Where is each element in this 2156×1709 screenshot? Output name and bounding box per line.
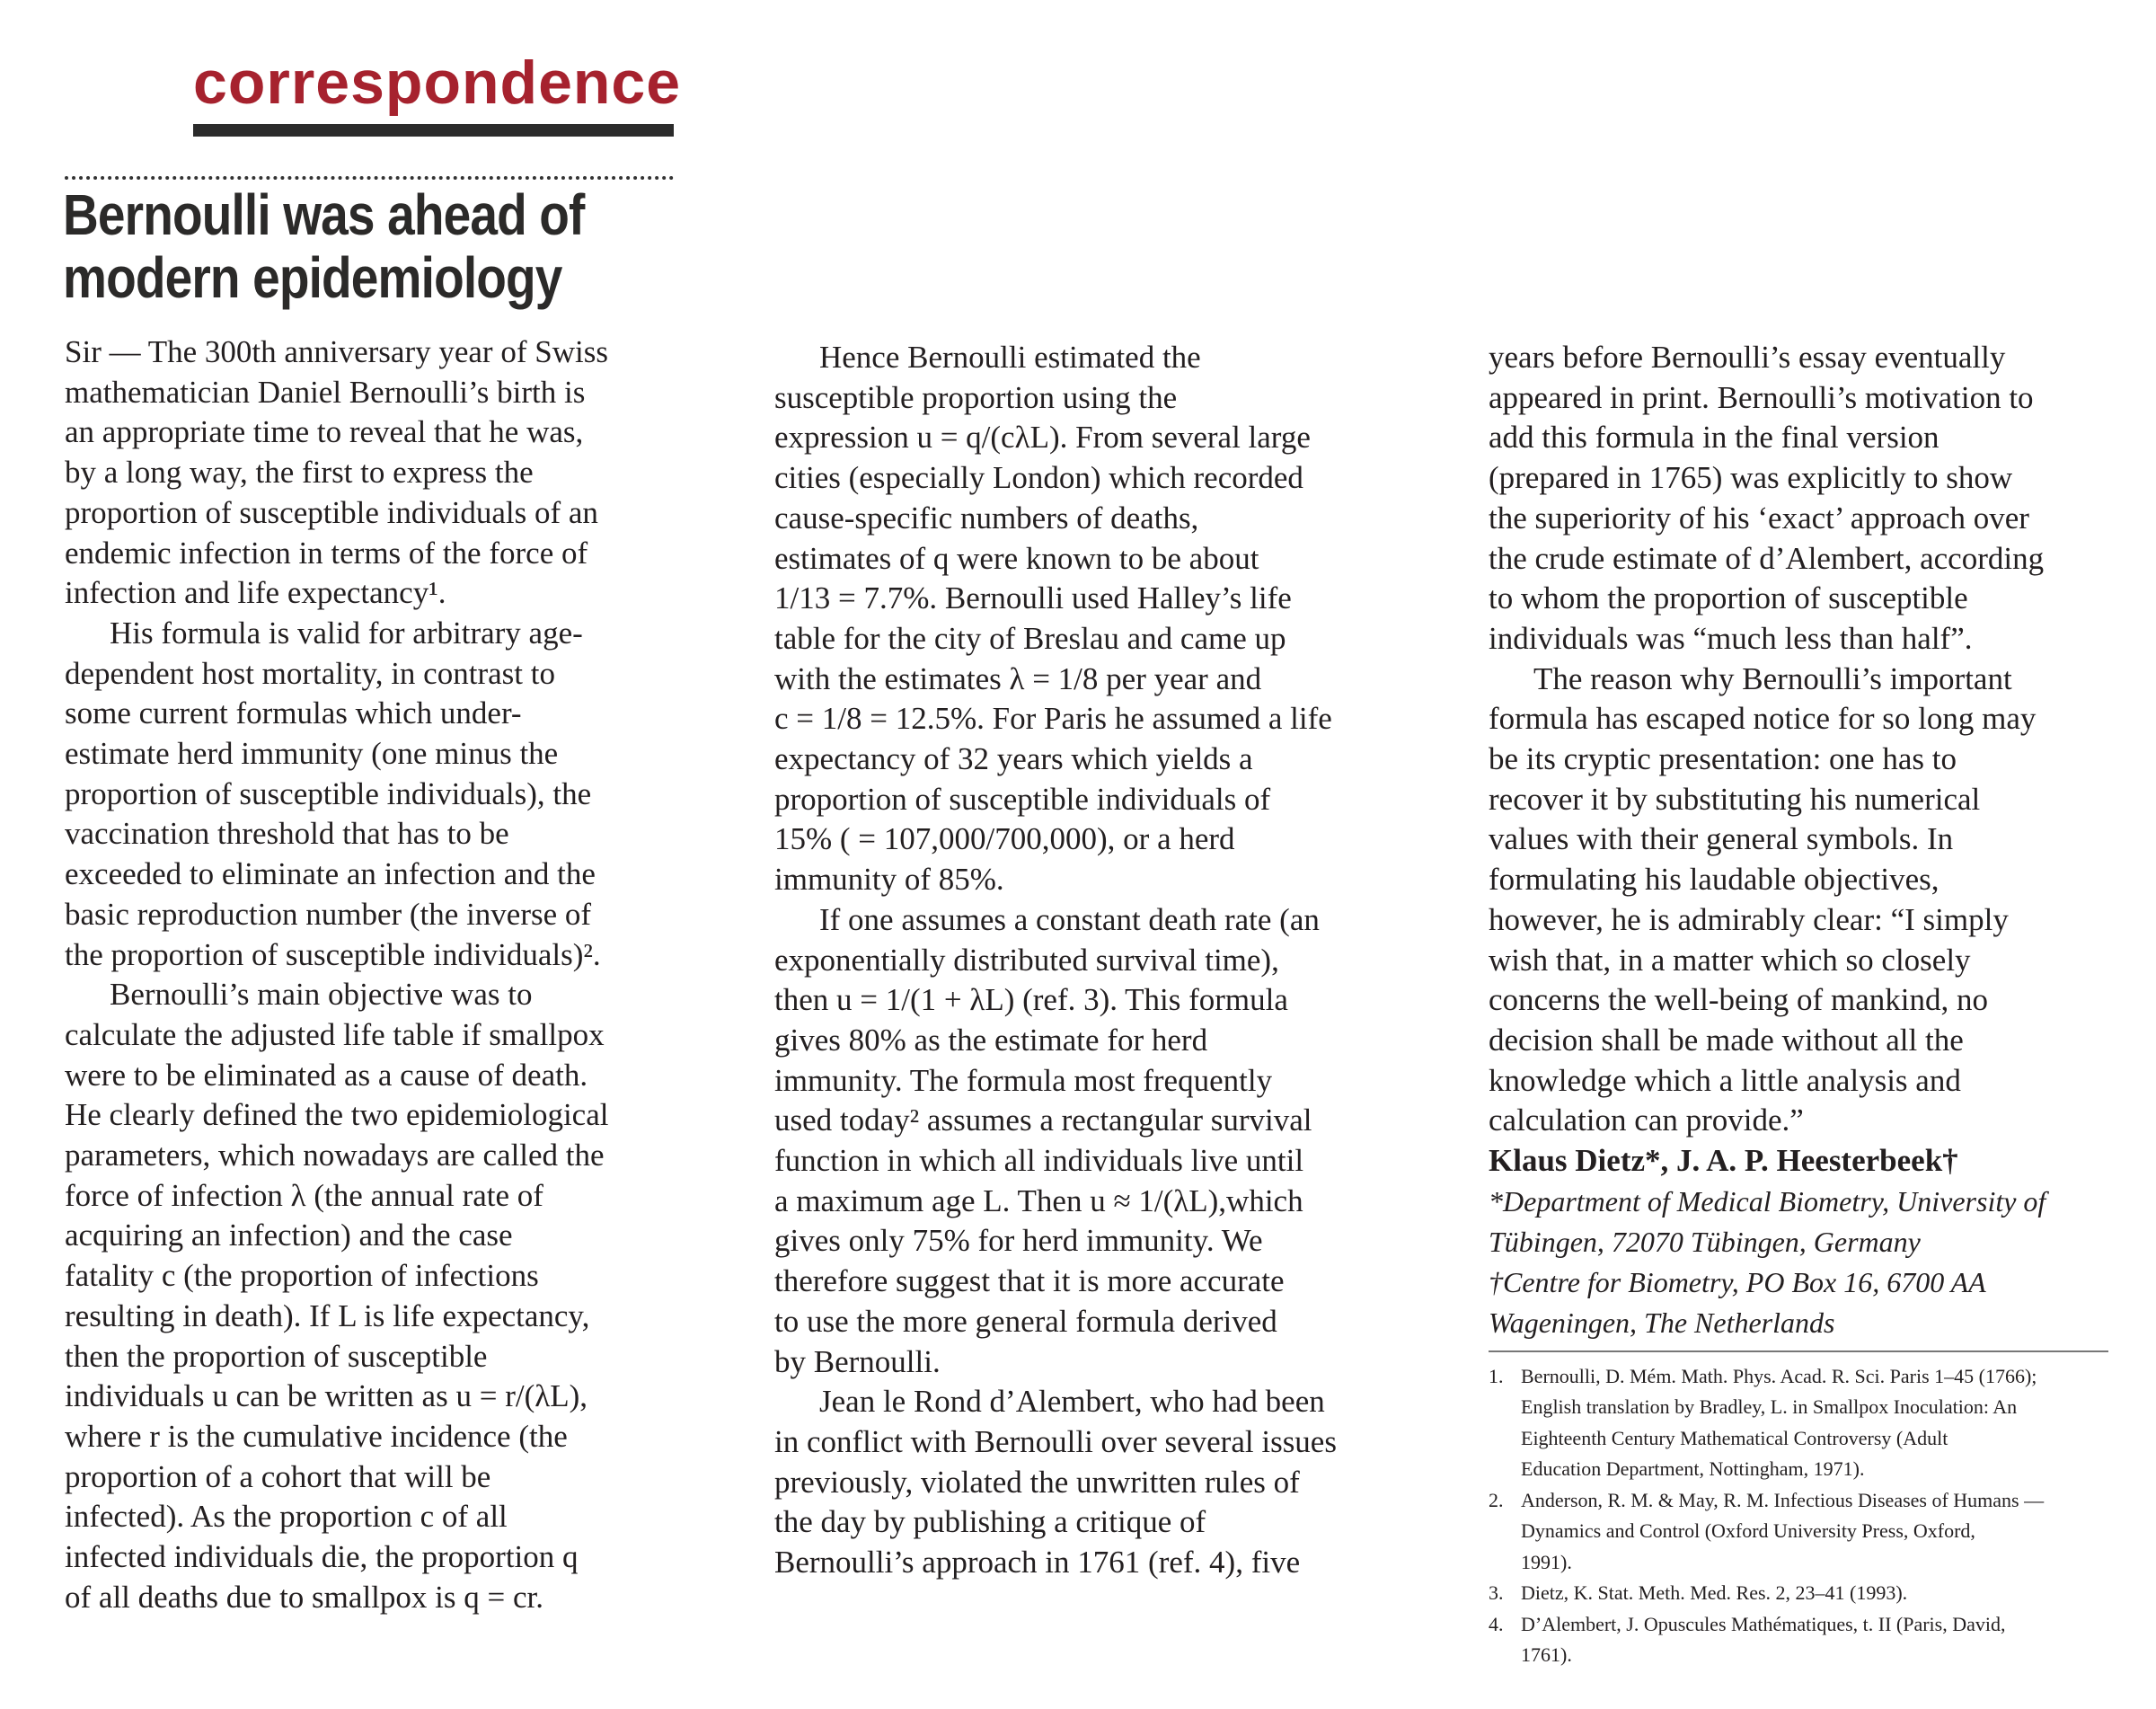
author-names: Klaus Dietz*, J. A. P. Heesterbeek†: [1489, 1143, 1958, 1179]
text-line: decision shall be made without all the: [1489, 1022, 1964, 1058]
text-line: infection and life expectancy¹.: [65, 575, 446, 611]
text-line: appeared in print. Bernoulli’s motivation to: [1489, 379, 2034, 415]
text-line: values with their general symbols. In: [1489, 821, 1954, 857]
affiliation-line: Tübingen, 72070 Tübingen, Germany: [1489, 1225, 1921, 1258]
body-column-1: [65, 332, 694, 1618]
reference-line: Eighteenth Century Mathematical Controversy (Adult: [1521, 1426, 1948, 1449]
reference-item: [1489, 1485, 2122, 1579]
text-line: the day by publishing a critique of: [774, 1504, 1206, 1540]
section-bar: [193, 124, 674, 137]
text-line: individuals u can be written as u = r/(λL),: [65, 1378, 588, 1414]
text-line: exceeded to eliminate an infection and the: [65, 856, 596, 892]
text-line: formulating his laudable objectives,: [1489, 862, 1940, 898]
text-line: where r is the cumulative incidence (the: [65, 1418, 568, 1454]
text-line: a maximum age L. Then u ≈ 1/(λL),which: [774, 1182, 1303, 1218]
text-line: then the proportion of susceptible: [65, 1338, 488, 1374]
text-line: an appropriate time to reveal that he was,: [65, 414, 584, 450]
text-line: expression u = q/(cλL). From several large: [774, 420, 1311, 456]
text-line: years before Bernoulli’s essay eventually: [1489, 340, 2006, 375]
reference-line: English translation by Bradley, L. in Smallpox Inoculation: An: [1521, 1395, 2018, 1419]
text-line: recover it by substituting his numerical: [1489, 781, 1981, 817]
affiliations: [1489, 1182, 2122, 1343]
text-line: Bernoulli’s main objective was to: [110, 977, 533, 1013]
affiliation-line: Wageningen, The Netherlands: [1489, 1306, 1835, 1339]
text-line: 15% ( = 107,000/700,000), or a herd: [774, 821, 1235, 857]
text-line: some current formulas which under-: [65, 695, 522, 731]
text-line: calculate the adjusted life table if smallpox: [65, 1016, 605, 1052]
text-line: concerns the well-being of mankind, no: [1489, 982, 1988, 1018]
text-line: Bernoulli’s approach in 1761 (ref. 4), five: [774, 1545, 1301, 1581]
reference-number: 2.: [1489, 1488, 1504, 1511]
text-line: susceptible proportion using the: [774, 379, 1178, 415]
references-list: [1489, 1361, 2122, 1671]
text-line: acquiring an infection) and the case: [65, 1218, 513, 1253]
text-line: endemic infection in terms of the force of: [65, 535, 588, 571]
text-line: infected individuals die, the proportion q: [65, 1539, 579, 1575]
text-line: vaccination threshold that has to be: [65, 816, 509, 852]
text-line: were to be eliminated as a cause of death.: [65, 1057, 588, 1093]
reference-line: Dynamics and Control (Oxford University Press, Oxford,: [1521, 1519, 1975, 1543]
reference-line: D’Alembert, J. Opuscules Mathématiques, t. II (Paris, David,: [1521, 1612, 2006, 1635]
text-line: estimates of q were known to be about: [774, 540, 1259, 576]
text-line: His formula is valid for arbitrary age-: [110, 615, 583, 651]
section-header: [193, 47, 682, 137]
reference-line: Dietz, K. Stat. Meth. Med. Res. 2, 23–41 (1993).: [1521, 1581, 1908, 1605]
text-line: previously, violated the unwritten rules of: [774, 1464, 1300, 1500]
text-line: fatality c (the proportion of infections: [65, 1258, 539, 1294]
text-line: table for the city of Breslau and came up: [774, 620, 1286, 656]
text-line: by Bernoulli.: [774, 1343, 941, 1379]
text-line: dependent host mortality, in contrast to: [65, 655, 555, 691]
text-line: gives 80% as the estimate for herd: [774, 1022, 1208, 1058]
reference-number: 3.: [1489, 1581, 1504, 1605]
reference-line: Bernoulli, D. Mém. Math. Phys. Acad. R. Sci. Paris 1–45 (1766);: [1521, 1364, 2037, 1387]
affiliation-line: *Department of Medical Biometry, University of: [1489, 1184, 2046, 1218]
reference-number: 1.: [1489, 1364, 1504, 1387]
section-title: correspondence: [193, 49, 682, 117]
headline-line-2: modern epidemiology: [63, 245, 562, 310]
text-line: mathematician Daniel Bernoulli’s birth is: [65, 374, 586, 410]
body-column-3: [1489, 338, 2122, 1671]
text-line: proportion of susceptible individuals of an: [65, 494, 598, 530]
body-column-2: [774, 338, 1403, 1583]
text-line: the crude estimate of d’Alembert, according: [1489, 540, 2045, 576]
text-line: c = 1/8 = 12.5%. For Paris he assumed a life: [774, 701, 1332, 737]
text-line: basic reproduction number (the inverse of: [65, 896, 592, 932]
text-line: function in which all individuals live until: [774, 1143, 1304, 1179]
text-line: expectancy of 32 years which yields a: [774, 741, 1253, 777]
reference-item: [1489, 1609, 2122, 1671]
reference-text: [1521, 1609, 2122, 1671]
text-line: (prepared in 1765) was explicitly to show: [1489, 460, 2013, 496]
text-line: Jean le Rond d’Alembert, who had been: [819, 1384, 1325, 1420]
text-line: The reason why Bernoulli’s important: [1533, 660, 2012, 696]
reference-text: [1521, 1485, 2122, 1579]
text-line: to whom the proportion of susceptible: [1489, 580, 1968, 616]
text-line: parameters, which nowadays are called the: [65, 1138, 605, 1173]
text-line: proportion of susceptible individuals), the: [65, 775, 592, 811]
text-line: individuals was “much less than half”.: [1489, 620, 1973, 656]
text-line: 1/13 = 7.7%. Bernoulli used Halley’s life: [774, 580, 1292, 616]
text-line: infected). As the proportion c of all: [65, 1499, 508, 1535]
text-line: by a long way, the first to express the: [65, 455, 534, 491]
reference-line: 1761).: [1521, 1643, 1572, 1667]
text-line: gives only 75% for herd immunity. We: [774, 1223, 1263, 1259]
text-line: add this formula in the final version: [1489, 420, 1940, 456]
text-line: force of infection λ (the annual rate of: [65, 1177, 543, 1213]
text-line: proportion of a cohort that will be: [65, 1458, 491, 1494]
text-line: the proportion of susceptible individuals)².: [65, 936, 601, 972]
reference-line: 1991).: [1521, 1550, 1572, 1573]
text-line: with the estimates λ = 1/8 per year and: [774, 660, 1262, 696]
text-line: therefore suggest that it is more accurate: [774, 1263, 1285, 1299]
dotted-divider: [65, 176, 674, 180]
text-line: Sir — The 300th anniversary year of Swiss: [65, 334, 608, 369]
text-line: of all deaths due to smallpox is q = cr.: [65, 1579, 543, 1615]
text-line: be its cryptic presentation: one has to: [1489, 741, 1957, 777]
text-line: exponentially distributed survival time),: [774, 942, 1279, 978]
text-line: used today² assumes a rectangular survival: [774, 1102, 1312, 1138]
text-line: proportion of susceptible individuals of: [774, 781, 1271, 817]
text-line: resulting in death). If L is life expectancy,: [65, 1297, 590, 1333]
affiliation-line: †Centre for Biometry, PO Box 16, 6700 AA: [1489, 1265, 1986, 1298]
text-line: cause-specific numbers of deaths,: [774, 500, 1199, 536]
reference-item: [1489, 1578, 2122, 1609]
reference-text: [1521, 1578, 2122, 1609]
text-line: formula has escaped notice for so long may: [1489, 701, 2037, 737]
column-3-text: [1489, 338, 2122, 1141]
text-line: to use the more general formula derived: [774, 1303, 1277, 1339]
text-line: cities (especially London) which recorded: [774, 460, 1303, 496]
reference-number: 4.: [1489, 1612, 1504, 1635]
text-line: however, he is admirably clear: “I simply: [1489, 901, 2009, 937]
text-line: immunity. The formula most frequently: [774, 1062, 1273, 1098]
text-line: estimate herd immunity (one minus the: [65, 736, 559, 772]
reference-line: Education Department, Nottingham, 1971).: [1521, 1457, 1865, 1481]
text-line: immunity of 85%.: [774, 862, 1004, 898]
text-line: in conflict with Bernoulli over several issues: [774, 1423, 1337, 1459]
text-line: calculation can provide.”: [1489, 1102, 1804, 1138]
headline-line-1: Bernoulli was ahead of: [63, 182, 585, 247]
text-line: Hence Bernoulli estimated the: [819, 340, 1201, 375]
reference-item: [1489, 1361, 2122, 1485]
references-divider: [1489, 1350, 2108, 1352]
text-line: the superiority of his ‘exact’ approach over: [1489, 500, 2029, 536]
text-line: If one assumes a constant death rate (an: [819, 901, 1320, 937]
article-headline: [63, 183, 604, 309]
text-line: knowledge which a little analysis and: [1489, 1062, 1961, 1098]
text-line: then u = 1/(1 + λL) (ref. 3). This formula: [774, 982, 1288, 1018]
text-line: He clearly defined the two epidemiological: [65, 1097, 609, 1133]
text-line: wish that, in a matter which so closely: [1489, 942, 1971, 978]
reference-text: [1521, 1361, 2122, 1485]
reference-line: Anderson, R. M. & May, R. M. Infectious Diseases of Humans —: [1521, 1488, 2045, 1511]
